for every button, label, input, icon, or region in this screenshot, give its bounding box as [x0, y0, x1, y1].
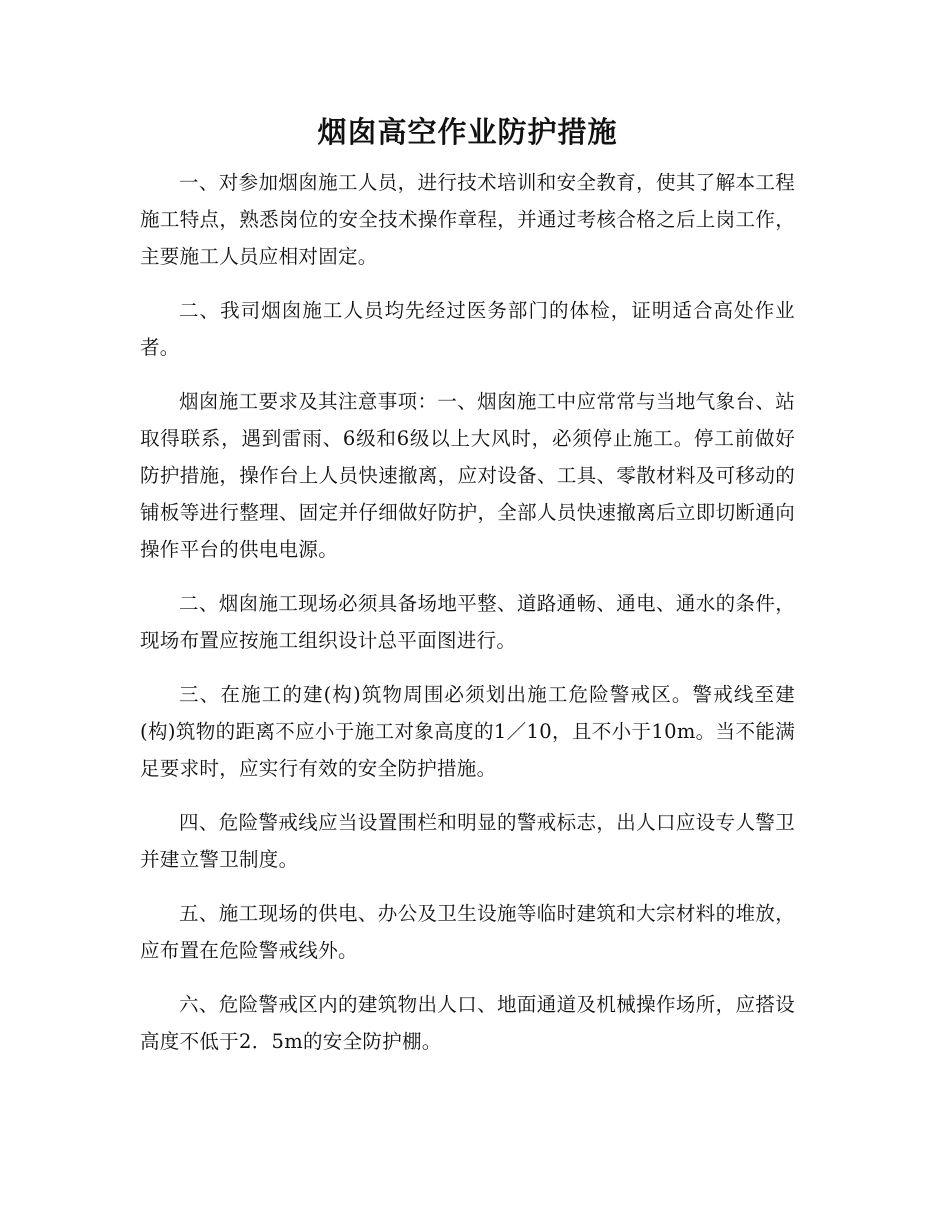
- paragraph-6: 四、危险警戒线应当设置围栏和明显的警戒标志，出人口应设专人警卫并建立警卫制度。: [140, 811, 795, 871]
- paragraph-1: 一、对参加烟囱施工人员，进行技术培训和安全教育，使其了解本工程施工特点，熟悉岗位的安全技术操作章程，并通过考核合格之后上岗工作，主要施工人员应相对固定。: [140, 171, 795, 268]
- paragraph-3: 烟囱施工要求及其注意事项：一、烟囱施工中应常常与当地气象台、站取得联系，遇到雷雨、6级和6级以上大风时，必须停止施工。停工前做好防护措施，操作台上人员快速撤离，应对设备、工具、零散材料及可移动的铺板等进行整理、固定并仔细做好防护，全部人员快速撤离后立即切断通向操作平台的供电电源。: [140, 390, 795, 561]
- paragraph-8: 六、危险警戒区内的建筑物出人口、地面通道及机械操作场所，应搭设高度不低于2．5m的安全防护棚。: [140, 993, 795, 1053]
- paragraph-2: 二、我司烟囱施工人员均先经过医务部门的体检，证明适合高处作业者。: [140, 299, 795, 359]
- paragraph-4: 二、烟囱施工现场必须具备场地平整、道路通畅、通电、通水的条件，现场布置应按施工组织设计总平面图进行。: [140, 592, 795, 652]
- paragraph-7: 五、施工现场的供电、办公及卫生设施等临时建筑和大宗材料的堆放，应布置在危险警戒线外。: [140, 902, 795, 962]
- document-title: 烟囱高空作业防护措施: [317, 115, 618, 149]
- paragraph-5: 三、在施工的建(构)筑物周围必须划出施工危险警戒区。警戒线至建(构)筑物的距离不应小于施工对象高度的1／10，且不小于10m。当不能满足要求时，应实行有效的安全防护措施。: [140, 683, 795, 780]
- document-body: [140, 108, 795, 1077]
